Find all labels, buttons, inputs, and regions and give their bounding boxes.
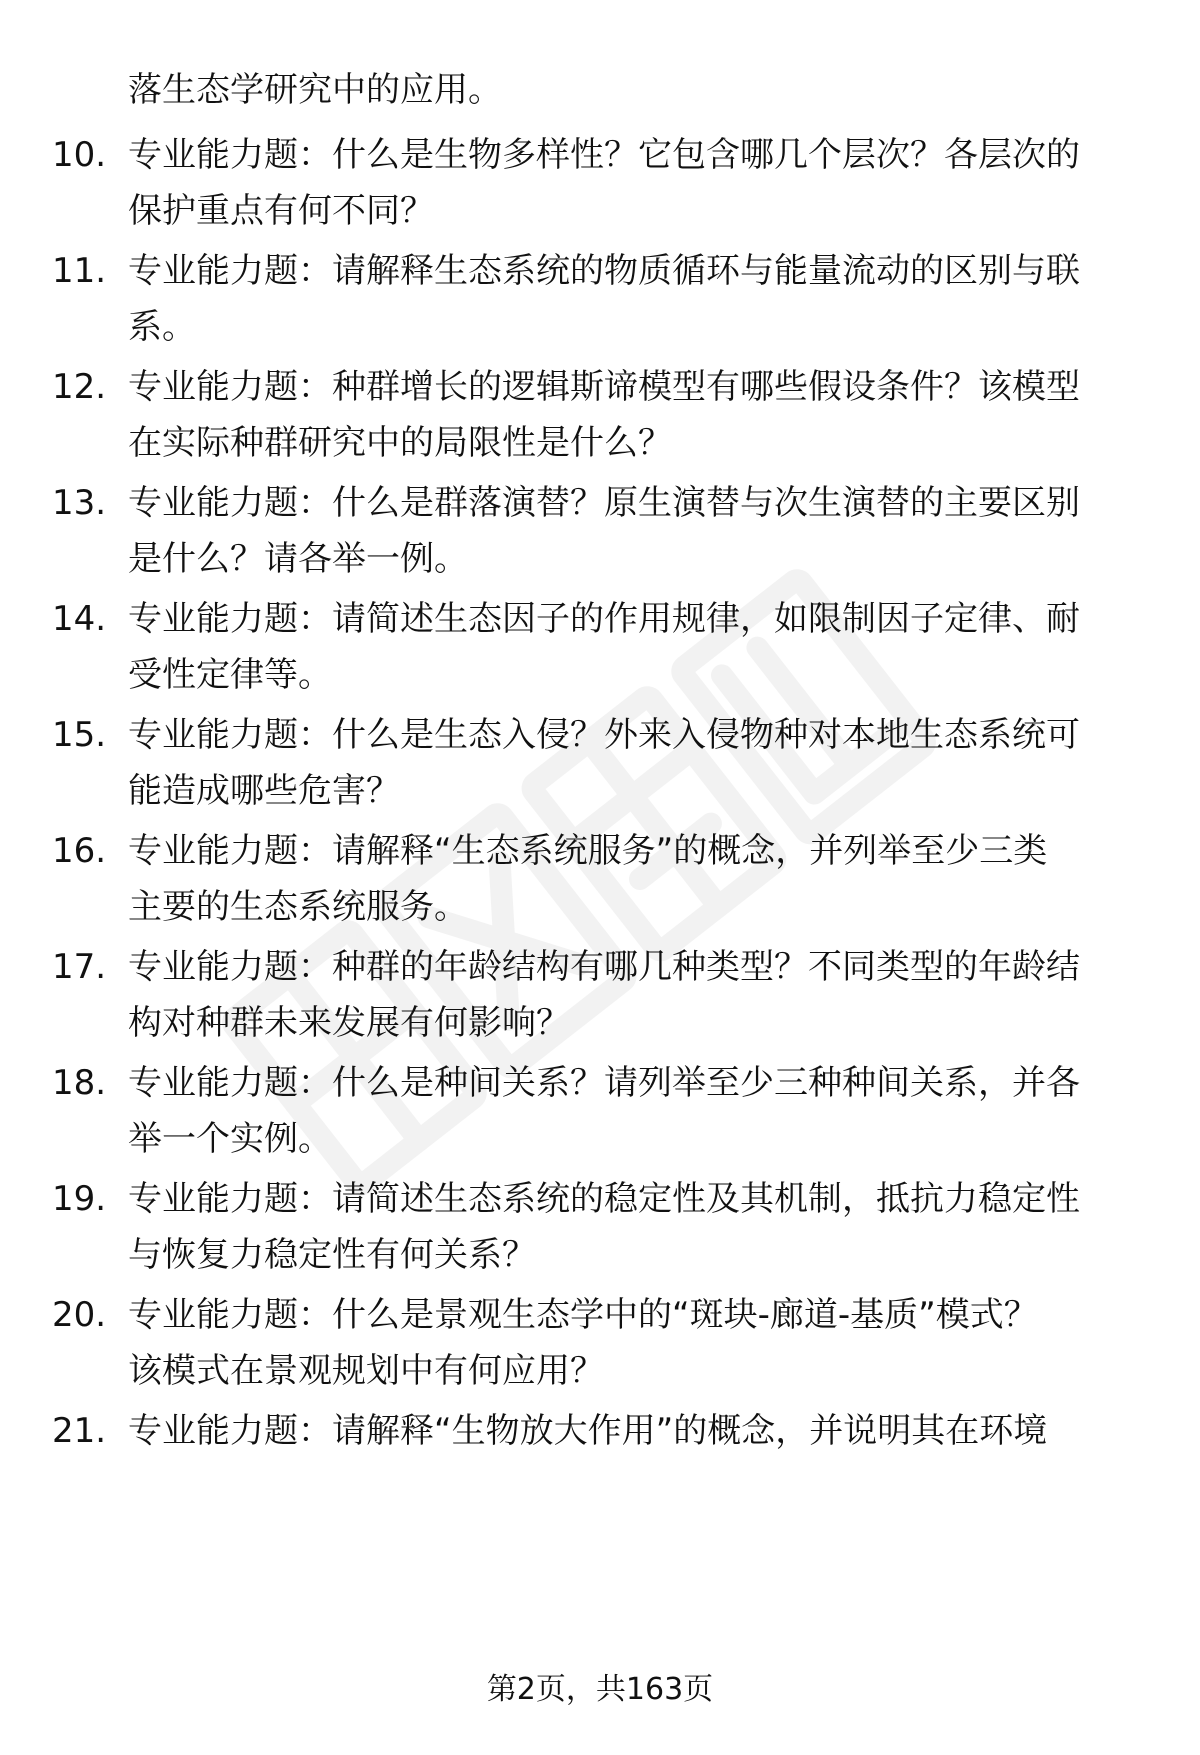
item-line: 专业能力题：什么是种间关系？请列举至少三种种间关系，并各 <box>128 1063 1080 1103</box>
item-text <box>128 939 1148 1051</box>
item-line: 举一个实例。 <box>128 1119 332 1159</box>
item-line: 受性定律等。 <box>128 655 332 695</box>
item-line: 专业能力题：种群的年龄结构有哪几种类型？不同类型的年龄结 <box>128 947 1080 987</box>
item-line: 该模式在景观规划中有何应用？ <box>128 1351 604 1391</box>
item-number: 20. <box>52 1295 107 1335</box>
item-text <box>128 475 1148 587</box>
item-line: 与恢复力稳定性有何关系？ <box>128 1235 536 1275</box>
item-text <box>128 243 1148 355</box>
continued-line: 落生态学研究中的应用。 <box>128 70 502 110</box>
item-text <box>128 359 1148 471</box>
item-line: 专业能力题：请解释“生物放大作用”的概念，并说明其在环境 <box>128 1411 1048 1451</box>
item-text <box>128 1171 1148 1283</box>
item-line: 专业能力题：请解释“生态系统服务”的概念，并列举至少三类 <box>128 831 1048 871</box>
item-line: 专业能力题：什么是生物多样性？它包含哪几个层次？各层次的 <box>128 135 1080 175</box>
item-line: 专业能力题：请简述生态系统的稳定性及其机制，抵抗力稳定性 <box>128 1179 1080 1219</box>
item-text <box>128 1055 1148 1167</box>
item-number: 19. <box>52 1179 107 1219</box>
item-line: 专业能力题：请解释生态系统的物质循环与能量流动的区别与联 <box>128 251 1080 291</box>
item-number: 12. <box>52 367 107 407</box>
page-footer: 第2页，共163页 <box>486 1672 714 1707</box>
item-text <box>128 591 1148 703</box>
item-number: 17. <box>52 947 107 987</box>
item-number: 10. <box>52 135 107 175</box>
item-text <box>128 823 1148 935</box>
item-number: 18. <box>52 1063 107 1103</box>
item-line: 构对种群未来发展有何影响？ <box>128 1003 570 1043</box>
item-number: 13. <box>52 483 107 523</box>
item-line: 专业能力题：请简述生态因子的作用规律，如限制因子定律、耐 <box>128 599 1080 639</box>
item-line: 专业能力题：什么是群落演替？原生演替与次生演替的主要区别 <box>128 483 1080 523</box>
item-text <box>128 1403 1148 1459</box>
item-line: 是什么？请各举一例。 <box>128 539 468 579</box>
item-number: 15. <box>52 715 107 755</box>
item-line: 专业能力题：种群增长的逻辑斯谛模型有哪些假设条件？该模型 <box>128 367 1080 407</box>
item-text <box>128 707 1148 819</box>
item-line: 专业能力题：什么是生态入侵？外来入侵物种对本地生态系统可 <box>128 715 1080 755</box>
item-number: 14. <box>52 599 107 639</box>
item-text <box>128 127 1148 239</box>
item-line: 保护重点有何不同？ <box>128 191 434 231</box>
item-text <box>128 1287 1148 1399</box>
item-number: 21. <box>52 1411 107 1451</box>
item-line: 能造成哪些危害？ <box>128 771 400 811</box>
item-line: 在实际种群研究中的局限性是什么？ <box>128 423 672 463</box>
item-line: 主要的生态系统服务。 <box>128 887 468 927</box>
item-number: 16. <box>52 831 107 871</box>
item-number: 11. <box>52 251 107 291</box>
item-line: 系。 <box>128 307 196 347</box>
item-line: 专业能力题：什么是景观生态学中的“斑块-廊道-基质”模式？ <box>128 1295 1038 1335</box>
